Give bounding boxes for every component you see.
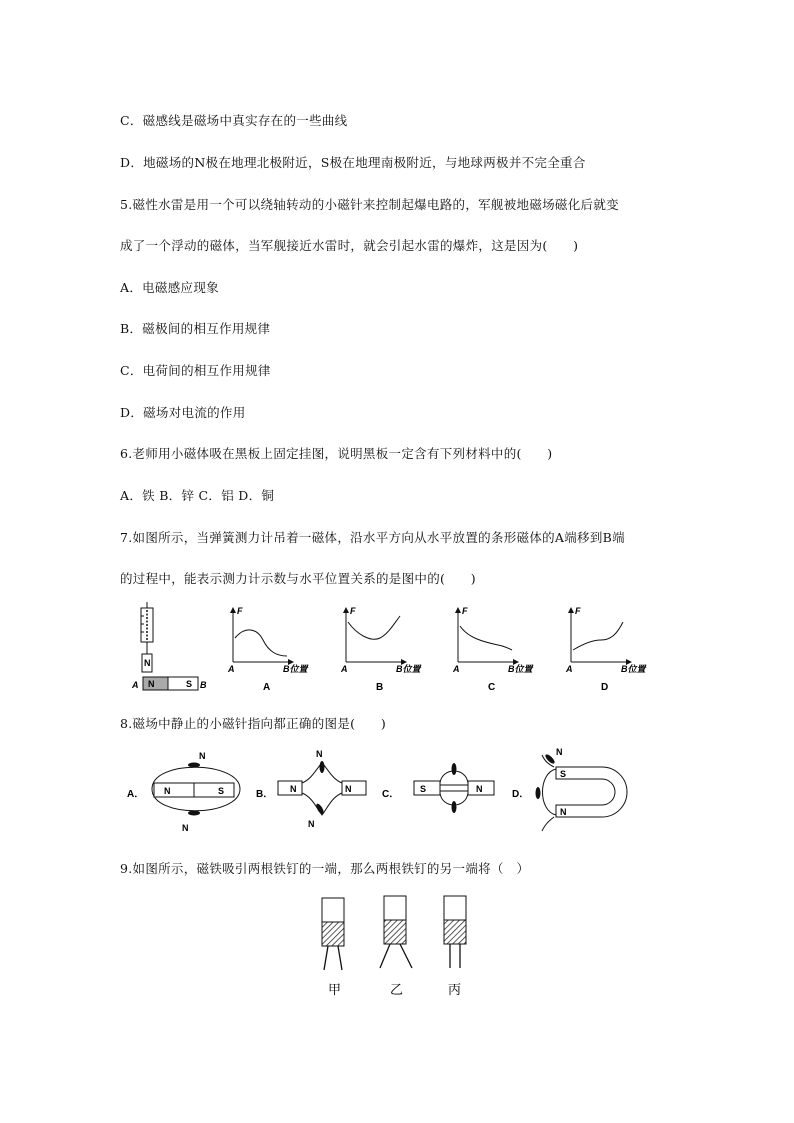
q8a-needle-bottom-n: N (182, 823, 189, 833)
magnet-jia (322, 898, 344, 997)
graph-a-x-end: B位置 (283, 664, 308, 674)
q8d-magnet-s: S (560, 769, 567, 779)
q8b-magnet1-n: N (290, 784, 297, 794)
graph-b-y-label: F (350, 606, 356, 616)
q8a-needle-top-n: N (199, 751, 206, 761)
q5-option-a: A．电磁感应现象 (120, 280, 219, 295)
q8-figure (122, 745, 652, 840)
graph-d-x-end: B位置 (621, 664, 646, 674)
graph-a-x-start: A (228, 664, 235, 674)
end-a-label: A (132, 680, 139, 690)
q8c-magnet2-n: N (476, 784, 483, 794)
label-jia: 甲 (328, 982, 342, 997)
q8-option-a-label: A． (127, 789, 145, 800)
label-yi: 乙 (390, 982, 404, 997)
q8a-magnet-s: S (218, 786, 225, 796)
bar-magnet-s: S (186, 679, 193, 689)
q9-figure (310, 888, 490, 1003)
graph-d-x-start: A (566, 664, 573, 674)
q8b-magnet2-n: N (345, 784, 352, 794)
graph-c (452, 606, 534, 693)
graph-c-y-label: F (462, 606, 468, 616)
graph-c-x-start: A (453, 664, 460, 674)
q5-stem-line1: 5.磁性水雷是用一个可以绕轴转动的小磁针来控制起爆电路的，军舰被地磁场磁化后就变 (120, 197, 619, 212)
q8d-magnet-n: N (560, 807, 567, 817)
hanging-magnet-n: N (144, 658, 151, 668)
q5-stem-line2: 成了一个浮动的磁体，当军舰接近水雷时，就会引起水雷的爆炸，这是因为( ) (120, 238, 579, 253)
q4-option-d: D．地磁场的N极在地理北极附近，S极在地理南极附近，与地球两极并不完全重合 (120, 155, 586, 170)
graph-a-y-label: F (237, 606, 243, 616)
q4-option-c: C．磁感线是磁场中真实存在的一些曲线 (120, 113, 348, 128)
graph-a-label: A (263, 682, 271, 693)
q7-figure (128, 600, 648, 700)
graph-b-label: B (376, 682, 384, 693)
graph-b-x-start: A (341, 664, 348, 674)
graph-a (227, 606, 309, 693)
q8-option-b-label: B． (256, 789, 274, 800)
graph-b (340, 606, 422, 693)
end-b-label: B (200, 680, 207, 690)
bar-magnet-n: N (148, 679, 155, 689)
q8b-needle-bottom-n: N (308, 819, 315, 829)
bar-magnet (131, 677, 207, 690)
graph-c-x-end: B位置 (508, 664, 533, 674)
q8-diagram-d (512, 747, 627, 831)
q7-stem-line1: 7.如图所示，当弹簧测力计吊着一磁体，沿水平方向从水平放置的条形磁体的A端移到B端 (120, 530, 625, 545)
graph-d-label: D (601, 682, 609, 693)
q8-diagram-a (127, 751, 240, 833)
magnet-bing (444, 896, 466, 997)
q6-options: A．铁 B．锌 C．铝 D．铜 (120, 488, 275, 503)
q9-stem: 9.如图所示，磁铁吸引两根铁钉的一端，那么两根铁钉的另一端将（ ） (120, 861, 530, 876)
q8-diagram-b (256, 749, 366, 829)
q5-option-d: D．磁场对电流的作用 (120, 405, 246, 420)
q8b-needle-top-n: N (316, 749, 323, 759)
graph-d-y-label: F (575, 606, 581, 616)
q8-diagram-c (382, 763, 494, 813)
q8-option-c-label: C． (382, 789, 400, 800)
q6-stem: 6.老师用小磁体吸在黑板上固定挂图，说明黑板一定含有下列材料中的( ) (120, 446, 553, 461)
q5-option-c: C．电荷间的相互作用规律 (120, 363, 271, 378)
q8-stem: 8.磁场中静止的小磁针指向都正确的图是( ) (120, 716, 387, 731)
q7-stem-line2: 的过程中，能表示测力计示数与水平位置关系的是图中的( ) (120, 571, 476, 586)
graph-b-x-end: B位置 (396, 664, 421, 674)
graph-c-label: C (488, 682, 496, 693)
graph-d (565, 606, 647, 693)
q8-option-d-label: D． (512, 789, 530, 800)
label-bing: 丙 (448, 982, 462, 997)
q8a-magnet-n: N (164, 786, 171, 796)
q5-option-b: B．磁极间的相互作用规律 (120, 321, 271, 336)
spring-balance (141, 602, 153, 672)
q8d-needle-top-n: N (556, 747, 563, 757)
magnet-yi (380, 896, 412, 997)
q8c-magnet1-s: S (420, 784, 427, 794)
